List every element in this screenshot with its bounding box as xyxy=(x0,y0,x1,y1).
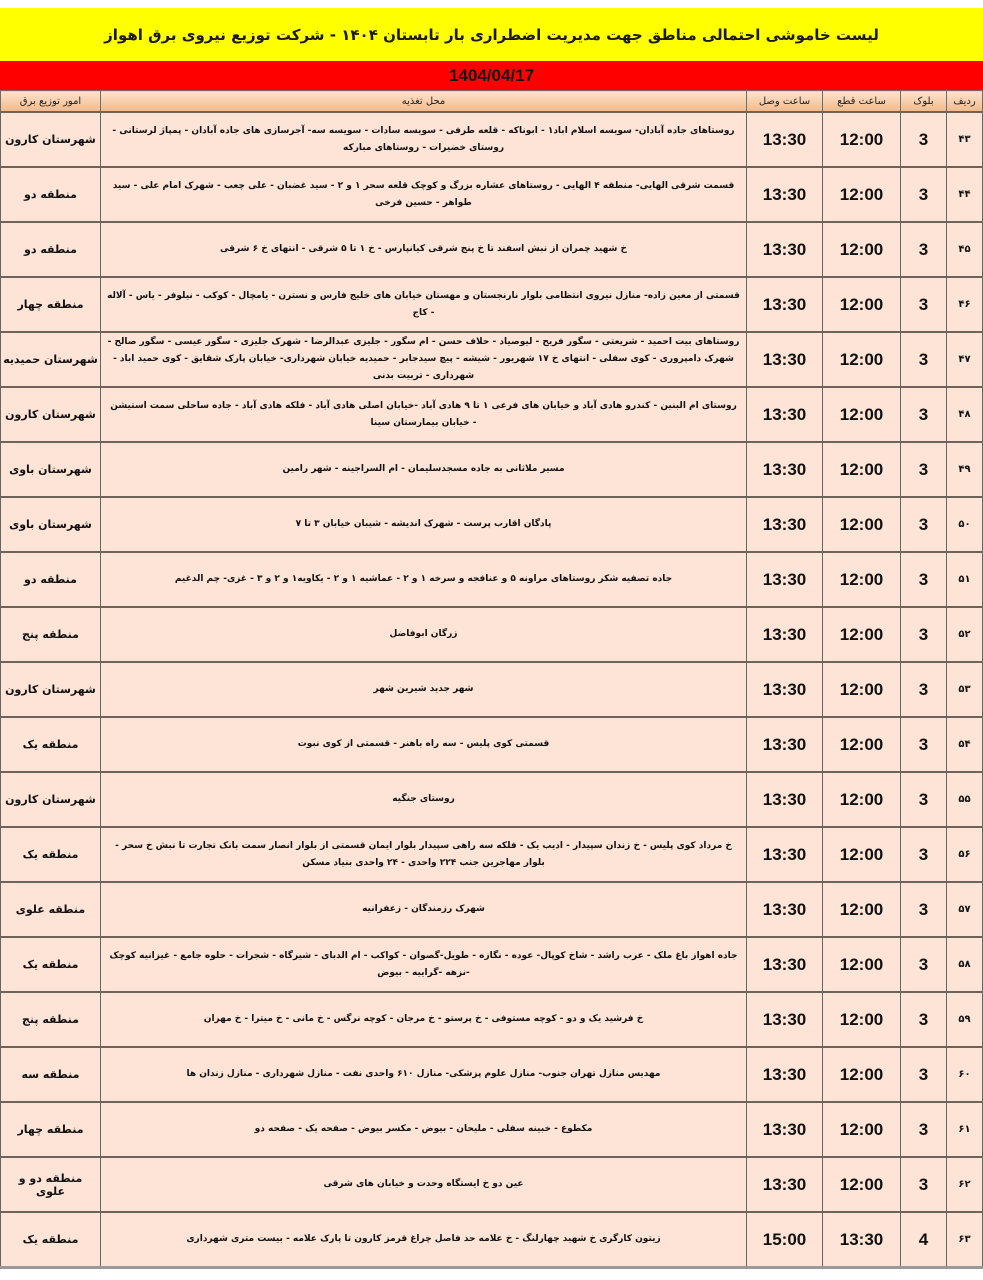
block-cell: 3 xyxy=(901,717,947,772)
connect-time-cell: 13:30 xyxy=(747,882,823,937)
table-row xyxy=(1,167,983,222)
table-row xyxy=(1,662,983,717)
area-cell: خ شهید چمران از نبش اسفند تا خ پنج شرقی کیانپارس - خ ۱ تا ۵ شرقی - انتهای خ ۶ شرقی xyxy=(101,222,747,277)
block-cell: 3 xyxy=(901,167,947,222)
row-number-cell: ۴۴ xyxy=(947,167,983,222)
table-row xyxy=(1,332,983,387)
row-number-cell: ۶۰ xyxy=(947,1047,983,1102)
connect-time-cell: 13:30 xyxy=(747,1047,823,1102)
row-number-cell: ۵۸ xyxy=(947,937,983,992)
block-cell: 3 xyxy=(901,882,947,937)
cut-time-cell: 12:00 xyxy=(823,937,901,992)
block-cell: 3 xyxy=(901,772,947,827)
row-number-cell: ۴۷ xyxy=(947,332,983,387)
row-number-cell: ۵۲ xyxy=(947,607,983,662)
table-row xyxy=(1,1212,983,1268)
office-cell: منطقه دو xyxy=(1,167,101,222)
connect-time-cell: 13:30 xyxy=(747,277,823,332)
office-cell: منطقه یک xyxy=(1,1212,101,1268)
date-banner: 1404/04/17 xyxy=(0,61,983,90)
connect-time-cell: 13:30 xyxy=(747,552,823,607)
table-row xyxy=(1,937,983,992)
cut-time-cell: 12:00 xyxy=(823,827,901,882)
row-number-cell: ۵۹ xyxy=(947,992,983,1047)
area-cell: زرگان ابوفاضل xyxy=(101,607,747,662)
connect-time-cell: 15:00 xyxy=(747,1212,823,1268)
block-cell: 3 xyxy=(901,992,947,1047)
row-number-cell: ۵۰ xyxy=(947,497,983,552)
office-cell: منطقه علوی xyxy=(1,882,101,937)
connect-time-cell: 13:30 xyxy=(747,772,823,827)
row-number-cell: ۵۷ xyxy=(947,882,983,937)
row-number-cell: ۵۴ xyxy=(947,717,983,772)
office-cell: شهرستان کارون xyxy=(1,387,101,442)
block-cell: 3 xyxy=(901,662,947,717)
office-cell: شهرستان حمیدیه xyxy=(1,332,101,387)
cut-time-cell: 12:00 xyxy=(823,222,901,277)
connect-time-cell: 13:30 xyxy=(747,717,823,772)
office-cell: شهرستان کارون xyxy=(1,772,101,827)
block-cell: 3 xyxy=(901,827,947,882)
block-cell: 3 xyxy=(901,332,947,387)
table-row xyxy=(1,607,983,662)
cut-time-cell: 12:00 xyxy=(823,167,901,222)
connect-time-cell: 13:30 xyxy=(747,607,823,662)
block-cell: 3 xyxy=(901,442,947,497)
block-cell: 3 xyxy=(901,1157,947,1212)
page-title: لیست خاموشی احتمالی مناطق جهت مدیریت اضطراری بار تابستان ۱۴۰۴ - شرکت توزیع نیروی برق اهواز xyxy=(0,8,983,61)
block-cell: 3 xyxy=(901,497,947,552)
area-cell: شهرک رزمندگان - زعفرانیه xyxy=(101,882,747,937)
table-row xyxy=(1,277,983,332)
cut-time-cell: 12:00 xyxy=(823,1102,901,1157)
row-number-cell: ۴۶ xyxy=(947,277,983,332)
table-row xyxy=(1,552,983,607)
column-header-row-number: ردیف xyxy=(947,91,983,113)
row-number-cell: ۴۹ xyxy=(947,442,983,497)
office-cell: منطقه دو xyxy=(1,552,101,607)
office-cell: منطقه دو و علوی xyxy=(1,1157,101,1212)
office-cell: شهرستان کارون xyxy=(1,112,101,167)
office-cell: شهرستان کارون xyxy=(1,662,101,717)
area-cell: خ مرداد کوی پلیس - خ زندان سپیدار - ادیب یک - فلکه سه راهی سپیدار بلوار ایمان قسمتی از بلوار انصار سمت بانک تجارت تا نبش خ سحر - بلوار مهاجرین جنب ۲۲۴ واحدی - ۲۴ واحدی بنیاد مسکن xyxy=(101,827,747,882)
area-cell: مکطوع - خبینه سفلی - ملیحان - بیوض - مکسر بیوض - صفحه یک - صفحه دو xyxy=(101,1102,747,1157)
block-cell: 3 xyxy=(901,1047,947,1102)
table-row xyxy=(1,222,983,277)
cut-time-cell: 12:00 xyxy=(823,387,901,442)
area-cell: روستاهای جاده آبادان- سویسه اسلام اباد۱ - ابوناکه - قلعه طرفی - سویسه سادات - سویسه سه- آجرسازی های جاده آبادان - پمپاژ لرستانی - روستای خضیرات - روستاهای مبارکه xyxy=(101,112,747,167)
area-cell: مسیر ملاثانی به جاده مسجدسلیمان - ام السراجینه - شهر رامین xyxy=(101,442,747,497)
block-cell: 3 xyxy=(901,607,947,662)
table-row xyxy=(1,772,983,827)
connect-time-cell: 13:30 xyxy=(747,332,823,387)
area-cell: مهدیس منازل تهران جنوب- منازل علوم پزشکی- منازل ۶۱۰ واحدی نفت - منازل شهرداری - منازل زندان ها xyxy=(101,1047,747,1102)
area-cell: جاده اهواز باغ ملک - عرب راشد - شاخ کوپال- عوده - نگازه - طویل-گصوان - کواکب - ام الدبای - شیرگاه - شجرات - حلوه جامع - غیزانیه کوچک -نزهه -گراییه - بیوض xyxy=(101,937,747,992)
connect-time-cell: 13:30 xyxy=(747,992,823,1047)
row-number-cell: ۴۵ xyxy=(947,222,983,277)
column-header-office: امور توزیع برق xyxy=(1,91,101,113)
cut-time-cell: 12:00 xyxy=(823,277,901,332)
table-row xyxy=(1,717,983,772)
office-cell: منطقه یک xyxy=(1,717,101,772)
office-cell: شهرستان باوی xyxy=(1,442,101,497)
office-cell: منطقه دو xyxy=(1,222,101,277)
connect-time-cell: 13:30 xyxy=(747,497,823,552)
table-row xyxy=(1,827,983,882)
area-cell: قسمتی کوی پلیس - سه راه باهنر - قسمتی از کوی نبوت xyxy=(101,717,747,772)
cut-time-cell: 12:00 xyxy=(823,717,901,772)
cut-time-cell: 12:00 xyxy=(823,552,901,607)
cut-time-cell: 12:00 xyxy=(823,992,901,1047)
block-cell: 3 xyxy=(901,937,947,992)
area-cell: پادگان اقارب پرست - شهرک اندیشه - شیبان خیابان ۳ تا ۷ xyxy=(101,497,747,552)
outage-schedule-table xyxy=(0,90,983,1269)
area-cell: قسمتی از معین زاده- منازل نیروی انتظامی بلوار نارنجستان و مهستان خیابان های خلیج فارس و نسترن - یامچال - کوکب - نیلوفر - یاس - آلاله - کاج xyxy=(101,277,747,332)
area-cell: خ فرشید یک و دو - کوچه مستوفی - خ پرستو - خ مرجان - کوچه نرگس - خ مانی - خ میترا - خ مهران xyxy=(101,992,747,1047)
office-cell: منطقه پنج xyxy=(1,992,101,1047)
office-cell: منطقه چهار xyxy=(1,1102,101,1157)
row-number-cell: ۴۳ xyxy=(947,112,983,167)
area-cell: شهر جدید شیرین شهر xyxy=(101,662,747,717)
area-cell: روستای جنگیه xyxy=(101,772,747,827)
row-number-cell: ۵۵ xyxy=(947,772,983,827)
row-number-cell: ۶۳ xyxy=(947,1212,983,1268)
table-row xyxy=(1,992,983,1047)
area-cell: قسمت شرقی الهایی- منطقه ۴ الهایی - روستاهای عشاره بزرگ و کوچک قلعه سحر ۱ و ۲ - سید غضبان - علی چعب - شهرک امام علی - سید طواهر - حسین فرخی xyxy=(101,167,747,222)
cut-time-cell: 13:30 xyxy=(823,1212,901,1268)
office-cell: منطقه چهار xyxy=(1,277,101,332)
block-cell: 3 xyxy=(901,387,947,442)
column-header-area: محل تغذیه xyxy=(101,91,747,113)
table-row xyxy=(1,442,983,497)
block-cell: 3 xyxy=(901,222,947,277)
cut-time-cell: 12:00 xyxy=(823,332,901,387)
table-row xyxy=(1,1102,983,1157)
cut-time-cell: 12:00 xyxy=(823,772,901,827)
area-cell: عین دو خ ایستگاه وحدت و خیابان های شرقی xyxy=(101,1157,747,1212)
connect-time-cell: 13:30 xyxy=(747,442,823,497)
connect-time-cell: 13:30 xyxy=(747,112,823,167)
table-row xyxy=(1,1047,983,1102)
block-cell: 3 xyxy=(901,552,947,607)
connect-time-cell: 13:30 xyxy=(747,222,823,277)
office-cell: شهرستان باوی xyxy=(1,497,101,552)
connect-time-cell: 13:30 xyxy=(747,937,823,992)
office-cell: منطقه سه xyxy=(1,1047,101,1102)
cut-time-cell: 12:00 xyxy=(823,442,901,497)
area-cell: روستاهای بیت احمید - شریعتی - سگور فریح - لیوصیاد - حلاف حسن - ام سگور - جلیزی عبدالرضا - شهرک جلیزی - سگور عیسی - سگور صالح - شهرک دامپروری - کوی سفلی - انتهای خ ۱۷ شهریور - شیشه - پیچ سیدجابر - حمیدیه خیابان شهرداری- خیابان پارک شقایق - کوی حمید اباد - شهرداری - تربیت بدنی xyxy=(101,332,747,387)
top-margin xyxy=(0,0,983,8)
row-number-cell: ۴۸ xyxy=(947,387,983,442)
row-number-cell: ۵۱ xyxy=(947,552,983,607)
table-row xyxy=(1,497,983,552)
connect-time-cell: 13:30 xyxy=(747,662,823,717)
row-number-cell: ۶۲ xyxy=(947,1157,983,1212)
connect-time-cell: 13:30 xyxy=(747,387,823,442)
office-cell: منطقه یک xyxy=(1,937,101,992)
area-cell: جاده تصفیه شکر روستاهای مراونه ۵ و عنافجه و سرخه ۱ و ۲ - عماشیه ۱ و ۲ - یکاویه۱ و ۲ و ۳ - غزی- چم الدغیم xyxy=(101,552,747,607)
cut-time-cell: 12:00 xyxy=(823,882,901,937)
table-row xyxy=(1,1157,983,1212)
cut-time-cell: 12:00 xyxy=(823,1157,901,1212)
cut-time-cell: 12:00 xyxy=(823,112,901,167)
cut-time-cell: 12:00 xyxy=(823,662,901,717)
table-row xyxy=(1,882,983,937)
column-header-block: بلوک xyxy=(901,91,947,113)
row-number-cell: ۵۶ xyxy=(947,827,983,882)
office-cell: منطقه یک xyxy=(1,827,101,882)
office-cell: منطقه پنج xyxy=(1,607,101,662)
connect-time-cell: 13:30 xyxy=(747,167,823,222)
block-cell: 3 xyxy=(901,277,947,332)
area-cell: زیتون کارگری خ شهید چهارلنگ - خ علامه حد فاصل چراغ قرمز کارون تا پارک علامه - بیست متری شهرداری xyxy=(101,1212,747,1268)
row-number-cell: ۵۳ xyxy=(947,662,983,717)
connect-time-cell: 13:30 xyxy=(747,1102,823,1157)
block-cell: 3 xyxy=(901,112,947,167)
cut-time-cell: 12:00 xyxy=(823,607,901,662)
area-cell: روستای ام البنین - کندرو هادی آباد و خیابان های فرعی ۱ تا ۹ هادی آباد -خیابان اصلی هادی آباد - فلکه هادی آباد - جاده ساحلی سمت استیشن - خیابان بیمارستان سینا xyxy=(101,387,747,442)
block-cell: 4 xyxy=(901,1212,947,1268)
cut-time-cell: 12:00 xyxy=(823,497,901,552)
table-row xyxy=(1,387,983,442)
row-number-cell: ۶۱ xyxy=(947,1102,983,1157)
connect-time-cell: 13:30 xyxy=(747,1157,823,1212)
block-cell: 3 xyxy=(901,1102,947,1157)
column-header-cut-time: ساعت قطع xyxy=(823,91,901,113)
connect-time-cell: 13:30 xyxy=(747,827,823,882)
cut-time-cell: 12:00 xyxy=(823,1047,901,1102)
table-header-row xyxy=(1,91,983,113)
column-header-connect-time: ساعت وصل xyxy=(747,91,823,113)
table-row xyxy=(1,112,983,167)
